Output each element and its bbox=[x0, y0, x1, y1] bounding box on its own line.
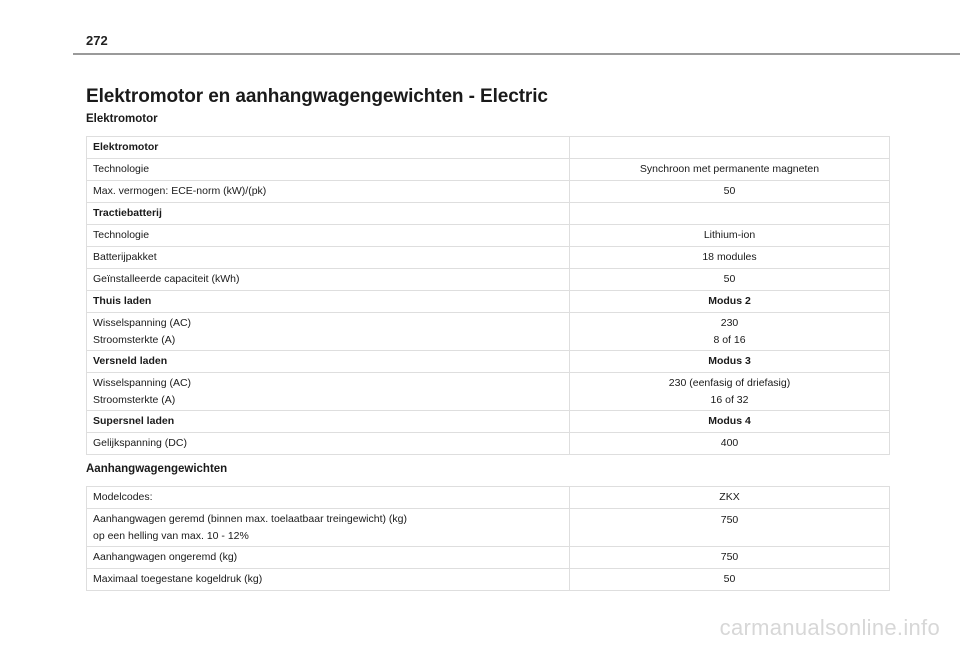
spec-value: Modus 2 bbox=[708, 295, 751, 307]
spec-value-cell bbox=[570, 433, 890, 455]
spec-label-cell bbox=[87, 313, 570, 351]
spec-label: Stroomsterkte (A) bbox=[93, 393, 176, 406]
spec-label-cell bbox=[87, 269, 570, 291]
spec-label-cell bbox=[87, 291, 570, 313]
spec-value: 750 bbox=[720, 551, 739, 563]
spec-label: Maximaal toegestane kogeldruk (kg) bbox=[93, 573, 263, 585]
spec-label: Wisselspanning (AC) bbox=[93, 376, 192, 389]
spec-value: 400 bbox=[720, 437, 739, 449]
spec-value: 8 of 16 bbox=[713, 333, 746, 346]
spec-label: Wisselspanning (AC) bbox=[93, 316, 192, 329]
spec-label: Aanhangwagen ongeremd (kg) bbox=[93, 551, 238, 563]
spec-row bbox=[87, 411, 890, 433]
section-heading-aanhangwagengewichten: Aanhangwagengewichten bbox=[86, 463, 228, 475]
spec-value: 50 bbox=[723, 185, 736, 197]
spec-value: Synchroon met permanente magneten bbox=[639, 163, 820, 175]
section-heading-elektromotor: Elektromotor bbox=[86, 113, 158, 125]
spec-label: Stroomsterkte (A) bbox=[93, 333, 176, 346]
spec-value: Lithium-ion bbox=[703, 229, 756, 241]
spec-row bbox=[87, 225, 890, 247]
elektromotor-spec-table bbox=[86, 136, 890, 455]
spec-row bbox=[87, 291, 890, 313]
spec-value: 50 bbox=[723, 273, 736, 285]
spec-value-cell bbox=[570, 351, 890, 373]
spec-row bbox=[87, 203, 890, 225]
spec-value-cell bbox=[570, 509, 890, 547]
spec-value: Modus 4 bbox=[708, 415, 751, 427]
spec-label: Elektromotor bbox=[93, 141, 159, 153]
spec-value: Modus 3 bbox=[708, 355, 751, 367]
spec-label-cell bbox=[87, 547, 570, 569]
spec-value: 16 of 32 bbox=[710, 393, 749, 406]
spec-label-cell bbox=[87, 159, 570, 181]
spec-label-cell bbox=[87, 203, 570, 225]
spec-value-cell bbox=[570, 159, 890, 181]
spec-value: ZKX bbox=[719, 491, 740, 503]
watermark-text: carmanualsonline.info bbox=[719, 615, 940, 640]
spec-value-cell bbox=[570, 225, 890, 247]
spec-label-cell bbox=[87, 225, 570, 247]
spec-label: Tractiebatterij bbox=[93, 207, 162, 219]
spec-value-cell bbox=[570, 547, 890, 569]
spec-label-cell bbox=[87, 411, 570, 433]
spec-row bbox=[87, 351, 890, 373]
spec-label: op een helling van max. 10 - 12% bbox=[93, 529, 249, 542]
trailer-weights-table bbox=[86, 486, 890, 591]
spec-row bbox=[87, 569, 890, 591]
spec-row bbox=[87, 313, 890, 351]
spec-value-cell bbox=[570, 411, 890, 433]
spec-value: 230 (eenfasig of driefasig) bbox=[668, 376, 791, 389]
spec-label-cell bbox=[87, 509, 570, 547]
spec-row bbox=[87, 181, 890, 203]
spec-label: Technologie bbox=[93, 163, 150, 175]
spec-label-cell bbox=[87, 247, 570, 269]
spec-row bbox=[87, 433, 890, 455]
spec-label: Versneld laden bbox=[93, 355, 168, 367]
spec-label-cell bbox=[87, 569, 570, 591]
spec-value-cell bbox=[570, 313, 890, 351]
spec-label-cell bbox=[87, 351, 570, 373]
spec-label: Supersnel laden bbox=[93, 415, 175, 427]
spec-label: Modelcodes: bbox=[93, 491, 153, 503]
spec-value: 50 bbox=[723, 573, 736, 585]
spec-row bbox=[87, 159, 890, 181]
page-title: Elektromotor en aanhangwagengewichten - Electric bbox=[86, 86, 548, 107]
spec-value-cell bbox=[570, 137, 890, 159]
spec-label-cell bbox=[87, 137, 570, 159]
page-number: 272 bbox=[86, 33, 108, 48]
spec-label-cell bbox=[87, 487, 570, 509]
spec-label: Max. vermogen: ECE-norm (kW)/(pk) bbox=[93, 185, 267, 197]
spec-row bbox=[87, 509, 890, 547]
spec-label: Batterijpakket bbox=[93, 251, 157, 263]
spec-value: 750 bbox=[720, 514, 739, 526]
spec-row bbox=[87, 373, 890, 411]
spec-value: 230 bbox=[720, 316, 739, 329]
spec-row bbox=[87, 247, 890, 269]
spec-label-cell bbox=[87, 373, 570, 411]
spec-value-cell bbox=[570, 203, 890, 225]
header-divider bbox=[73, 53, 960, 55]
spec-value-cell bbox=[570, 373, 890, 411]
spec-value-cell bbox=[570, 569, 890, 591]
spec-row bbox=[87, 269, 890, 291]
spec-label-cell bbox=[87, 181, 570, 203]
spec-row bbox=[87, 547, 890, 569]
spec-value: 18 modules bbox=[702, 251, 757, 263]
spec-label: Gelijkspanning (DC) bbox=[93, 437, 187, 449]
spec-value-cell bbox=[570, 247, 890, 269]
spec-label-cell bbox=[87, 433, 570, 455]
spec-row bbox=[87, 487, 890, 509]
spec-label: Geïnstalleerde capaciteit (kWh) bbox=[93, 273, 240, 285]
spec-label: Aanhangwagen geremd (binnen max. toelaatbaar treingewicht) (kg) bbox=[93, 512, 408, 525]
spec-value-cell bbox=[570, 181, 890, 203]
spec-value-cell bbox=[570, 291, 890, 313]
spec-row bbox=[87, 137, 890, 159]
spec-value-cell bbox=[570, 487, 890, 509]
spec-label: Technologie bbox=[93, 229, 150, 241]
spec-value-cell bbox=[570, 269, 890, 291]
spec-label: Thuis laden bbox=[93, 295, 152, 307]
